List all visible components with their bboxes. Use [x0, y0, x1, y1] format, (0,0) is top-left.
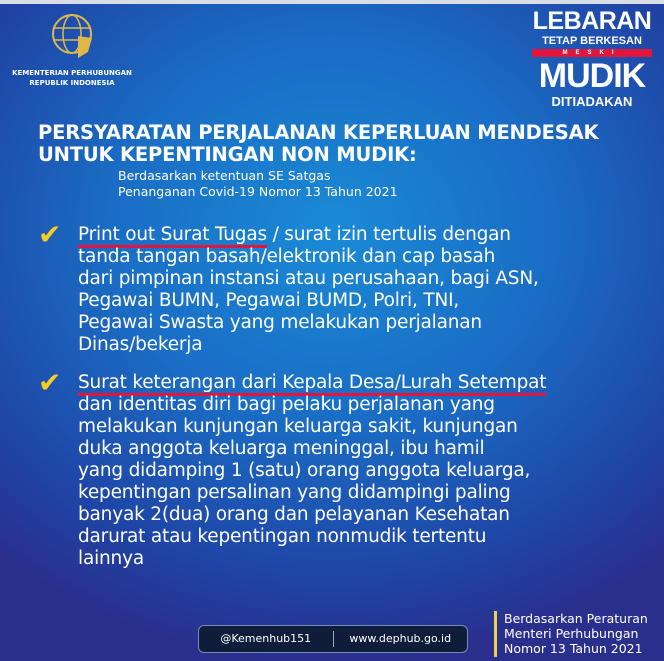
- ministry-line: KEMENTERIAN PERHUBUNGAN: [12, 69, 132, 77]
- subtitle: [118, 168, 398, 200]
- accent-bar: [494, 611, 497, 657]
- item-line: yang didamping 1 (satu) orang anggota keluarga,: [78, 460, 531, 481]
- highlight-text: Surat keterangan dari Kepala Desa/Lurah Setempat: [78, 372, 546, 396]
- item-line: dan identitas diri bagi pelaku perjalanan yang: [78, 394, 495, 415]
- item-line: banyak 2(dua) orang dan pelayanan Kesehatan: [78, 504, 510, 525]
- item-line: Pegawai Swasta yang melakukan perjalanan: [78, 312, 482, 333]
- item-line: dari pimpinan instansi atau perusahaan, bagi ASN,: [78, 268, 539, 289]
- top-border: [0, 0, 664, 4]
- campaign-line: TETAP BERKESAN: [542, 35, 642, 47]
- item-line: Pegawai BUMN, Pegawai BUMD, Polri, TNI,: [78, 290, 460, 311]
- ministry-name: [8, 68, 136, 88]
- item-line: darurat atau kepentingan nonmudik tertentu: [78, 526, 487, 547]
- title-line: UNTUK KEPENTINGAN NON MUDIK:: [38, 143, 417, 166]
- regulation-line: Berdasarkan Peraturan: [504, 611, 648, 626]
- campaign-line: MUDIK: [538, 57, 646, 95]
- item-line: kepentingan persalinan yang didampingi paling: [78, 482, 511, 503]
- item-line: duka anggota keluarga meninggal, ibu hamil: [78, 438, 485, 459]
- campaign-line: LEBARAN: [532, 7, 652, 35]
- item-line: melakukan kunjungan keluarga sakit, kunjungan: [78, 416, 518, 437]
- requirement-item: [78, 372, 546, 570]
- item-line: lainnya: [78, 548, 144, 569]
- campaign-line: MESKI: [532, 49, 652, 57]
- highlight-text: Print out Surat Tugas: [78, 224, 267, 248]
- item-text: / surat izin tertulis dengan: [266, 224, 511, 245]
- campaign-logo: [524, 8, 660, 109]
- subtitle-line: Berdasarkan ketentuan SE Satgas: [118, 168, 331, 183]
- regulation-line: Menteri Perhubungan: [504, 626, 639, 641]
- ministry-line: REPUBLIK INDONESIA: [29, 79, 115, 87]
- requirement-item: [78, 224, 539, 356]
- regulation-note: [504, 611, 648, 656]
- regulation-line: Nomor 13 Tahun 2021: [504, 641, 643, 656]
- website-link: www.dephub.go.id: [349, 632, 452, 645]
- item-line: Dinas/bekerja: [78, 334, 203, 355]
- campaign-line: DITIADAKAN: [551, 94, 633, 109]
- social-handle: @Kemenhub151: [220, 632, 312, 645]
- ministry-logo-icon: [48, 12, 96, 60]
- subtitle-line: Penanganan Covid-19 Nomor 13 Tahun 2021: [118, 184, 398, 199]
- checkmark-icon: ✔: [38, 366, 62, 399]
- title-line: PERSYARATAN PERJALANAN KEPERLUAN MENDESAK: [38, 121, 599, 144]
- social-box: [198, 625, 468, 653]
- checkmark-icon: ✔: [38, 218, 62, 251]
- item-line: tanda tangan basah/elektronik dan cap basah: [78, 246, 496, 267]
- page-title: [38, 122, 598, 166]
